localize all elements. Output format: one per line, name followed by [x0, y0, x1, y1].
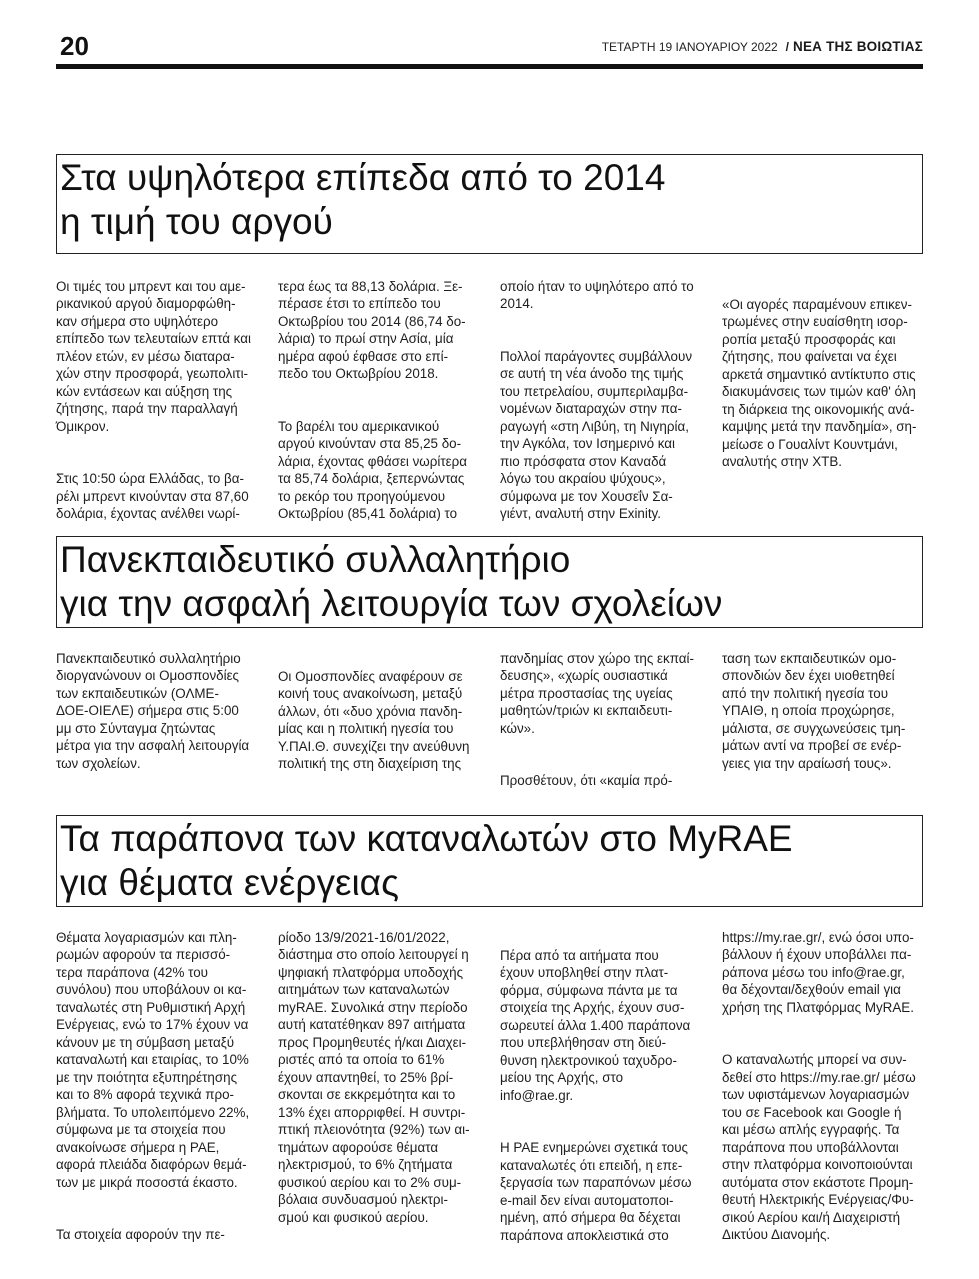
article-teachers-rally: [56, 536, 923, 788]
text-column-3: [500, 260, 705, 558]
paragraph: Πέρα από τα αιτήματα που έχουν υποβληθεί στην πλατ- φόρμα, σύμφωνα πάντα με τα στοιχεία της Αρχής, έχουν συσ- σωρευτεί άλλα 1.400 παράπονα που υπεβλήθησαν στη διεύ- θυνση ηλεκτρονικού ταχυδρο- μείου της Αρχής, στο info@rae.gr.: [500, 947, 691, 1103]
page-number: 20: [60, 31, 89, 61]
paragraph: Τα στοιχεία αφορούν την πε-: [56, 1227, 225, 1242]
text-column-2: [278, 650, 483, 808]
paragraph: Πολλοί παράγοντες συμβάλλουν σε αυτή τη νέα άνοδο της τιμής του πετρελαίου, συμπεριλαμβα- νομένων διαταραχών στην πα- ραγωγή «στη Λιβύη, τη Νιγηρία, την Αγκόλα, τον Ισημερινό και πιο πρόσφατα στον Καναδά λόγω του ακραίου ψύχους», σύμφωνα με τον Χουσεΐν Σα- γιέντ, αναλυτή στην Exinity.: [500, 348, 693, 521]
paragraph: Το βαρέλι του αμερικανικού αργού κινούνταν στα 85,25 δο- λάρια, έχοντας φθάσει νωρίτερα τα 85,74 δολάρια, ξεπερνώντας το ρεκόρ του προηγούμενου Οκτωβρίου (85,41 δολάρια) το: [278, 418, 467, 521]
text-column-2: [278, 260, 483, 558]
paragraph: ταση των εκπαιδευτικών ομο- σπονδιών δεν έχει υιοθετηθεί από την πολιτική ηγεσία του ΥΠΑΙΘ, η οποία προχώρησε, μάλιστα, σε συγχωνεύσεις τμη- μάτων αντί να προβεί σε ενέρ- γειες για την αραίωσή τους».: [722, 650, 906, 771]
article-headline: Στα υψηλότερα επίπεδα από το 2014 η τιμή του αργού: [56, 154, 923, 254]
paragraph: πανδημίας στον χώρο της εκπαί- δευσης», «χωρίς ουσιαστικά μέτρα προστασίας της υγείας μαθητών/τριών κι εκπαιδευτι- κών».: [500, 650, 694, 736]
paragraph: ρίοδο 13/9/2021-16/01/2022, διάστημα στο οποίο λειτουργεί η ψηφιακή πλατφόρμα υποδοχής αιτημάτων των καταναλωτών myRAE. Συνολικά στην περίοδο αυτή κατατέθηκαν 897 αιτήματα προς Προμηθευτές ή/και Διαχει- ριστές από τα οποία το 61% έχουν απαντηθεί, το 25% βρί- σκονται σε εκκρεμότητα και το 13% έχει απορριφθεί. Η συντρι- πτική πλειονότητα (92%) των αι- τημάτων αφορούσε θέματα ηλεκτρισμού, το 6% ζητήματα φυσικού αερίου και το 2% συμ- βόλαια συνδυασμού ηλεκτρι- σμού και φυσικού αερίου.: [278, 929, 470, 1225]
text-column-3: [500, 632, 705, 825]
paragraph: Προσθέτουν, ότι «καμία πρό-: [500, 773, 673, 788]
issue-date: ΤΕΤΑΡΤΗ 19 ΙΑΝΟΥΑΡΙΟΥ 2022: [601, 40, 778, 54]
article-oil-prices: [56, 154, 923, 521]
paragraph: «Οι αγορές παραμένουν επικεν- τρωμένες στην ευαίσθητη ισορ- ροπία μεταξύ προσφοράς και ζήτησης, που φαίνεται να έχει αρκετά σημαντικό αντίκτυπο στις διακυμάνσεις των τιμών καθ' όλη τη διάρκεια της οικονομικής ανά- καμψης μετά την πανδημία», ση- μείωσε ο Γουαλίντ Κουντμάνι, αναλυτής στην XTB.: [722, 296, 917, 469]
text-column-2: [278, 911, 483, 1261]
article-myrae-complaints: [56, 815, 923, 1243]
paragraph: Στις 10:50 ώρα Ελλάδας, το βα- ρέλι μπρεντ κινούνταν στα 87,60 δολάρια, έχοντας ανέλθει νωρί-: [56, 471, 249, 521]
text-column-1: [56, 911, 261, 1279]
paragraph: τερα έως τα 88,13 δολάρια. Ξε- πέρασε έτσι το επίπεδο του Οκτωβρίου του 2014 (86,74 δο- λάρια) το πρωί στην Ασία, μία ημέρα αφού έφθασε στο επί- πεδο του Οκτωβρίου 2018.: [278, 278, 466, 381]
text-column-4: [722, 911, 927, 1279]
header-separator: /: [785, 40, 790, 54]
text-column-4: [722, 632, 927, 807]
article-headline: Τα παράπονα των καταναλωτών στο MyRAE για θέματα ενέργειας: [56, 815, 923, 907]
header-rule: [56, 64, 923, 69]
paragraph: Ο καταναλωτής μπορεί να συν- δεθεί στο https://my.rae.gr/ μέσω των υφιστάμενων λογαριασμών του σε Facebook και Google ή και μέσω απλής εγγραφής. Τα παράπονα που υποβάλλονται στην πλατφόρμα κοινοποιούνται αυτόματα στον εκάστοτε Προμη- θευτή Ηλεκτρικής Ενέργειας/Φυ- σικού Αερίου και/ή Διαχειριστή Δικτύου Διανομής.: [722, 1052, 916, 1242]
newspaper-name: ΝΕΑ ΤΗΣ ΒΟΙΩΤΙΑΣ: [793, 39, 923, 54]
paragraph: Οι τιμές του μπρεντ και του αμε- ρικανικού αργού διαμορφώθη- καν σήμερα στο υψηλότερο επίπεδο των τελευταίων επτά και πλέον ετών, εν μέσω διαταρα- χών στην προσφορά, γεωπολιτι- κών εντάσεων και αύξηση της ζήτησης, παρά την παραλλαγή Όμικρον.: [56, 278, 251, 434]
paragraph: Οι Ομοσπονδίες αναφέρουν σε κοινή τους ανακοίνωση, μεταξύ άλλων, ότι «δυο χρόνια πανδη- μίας και η πολιτική ηγεσία του Υ.ΠΑΙ.Θ. συνεχίζει την ανεύθυνη πολιτική της στη διαχείριση της: [278, 668, 470, 771]
paragraph: Πανεκπαιδευτικό συλλαλητήριο διοργανώνουν οι Ομοσπονδίες των εκπαιδευτικών (ΟΛΜΕ- ΔΟΕ-ΟΙΕΛΕ) σήμερα στις 5:00 μμ στο Σύνταγμα ζητώντας μέτρα για την ασφαλή λειτουργία των σχολείων.: [56, 650, 250, 771]
article-headline: Πανεκπαιδευτικό συλλαλητήριο για την ασφαλή λειτουργία των σχολείων: [56, 536, 923, 628]
text-column-1: [56, 632, 261, 807]
paragraph: οποίο ήταν το υψηλότερο από το 2014.: [500, 278, 694, 311]
paragraph: Θέματα λογαριασμών και πλη- ρωμών αφορούν τα περισσό- τερα παράπονα (42% του συνόλου) που υποβάλουν οι κα- ταναλωτές στη Ρυθμιστική Αρχή Ενέργειας, ενώ το 17% έχουν να κάνουν με τη σύμβαση μεταξύ καταναλωτή και εταιρίας, το 10% με την ποιότητα εξυπηρέτησης και το 8% αφορά τεχνικά προ- βλήματα. Το υπολειπόμενο 22%, σύμφωνα με τα στοιχεία που ανακοίνωσε σήμερα η ΡΑΕ, αφορά πλειάδα διαφόρων θεμά- των με μικρά ποσοστά έκαστο.: [56, 929, 250, 1190]
paragraph: Η ΡΑΕ ενημερώνει σχετικά τους καταναλωτές ότι επειδή, η επε- ξεργασία των παραπόνων μέσω e-mail δεν είναι αυτοματοποι- ημένη, από σήμερα θα δέχεται παράπονα αποκλειστικά στο: [500, 1140, 692, 1243]
page-header: [602, 38, 923, 56]
text-column-1: [56, 260, 261, 558]
paragraph: https://my.rae.gr/, ενώ όσοι υπο- βάλλουν ή έχουν υποβάλλει πα- ράπονα μέσω του info@rae.gr, θα δέχονται/δεχθούν email για χρήση της Πλατφόρμας MyRAE.: [722, 929, 914, 1015]
text-column-4: [722, 278, 927, 506]
